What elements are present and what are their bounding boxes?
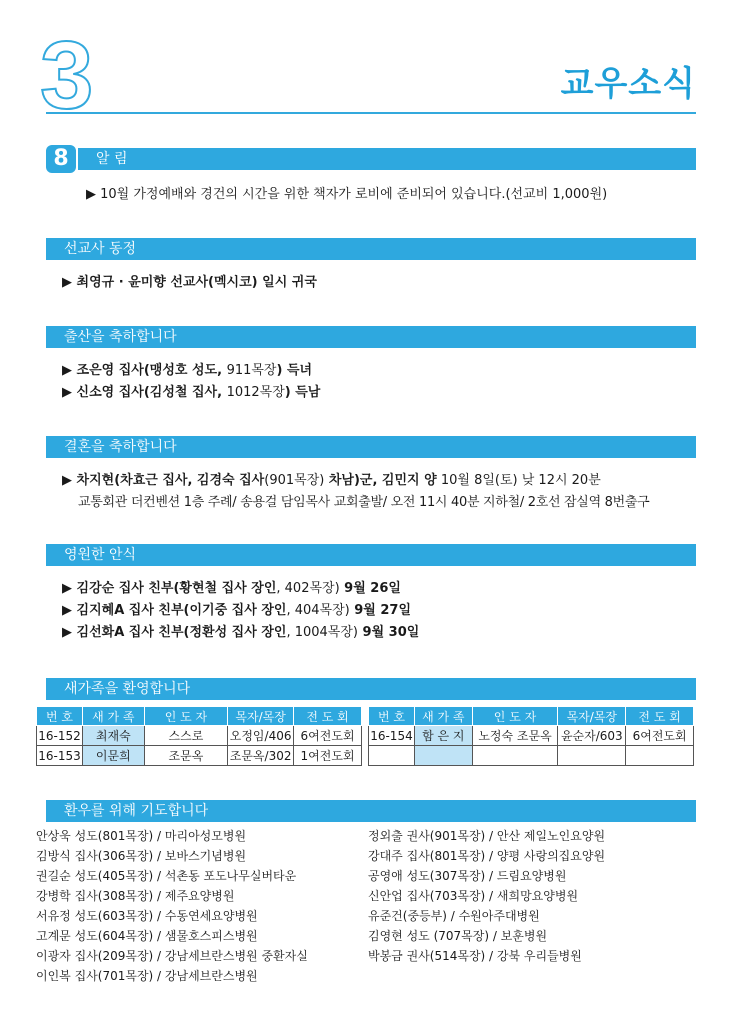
birth-item-name: ▶ 신소영 집사(김성철 집사, [62, 385, 227, 400]
cell-shepherd: 윤순자/603 [558, 726, 626, 746]
cell-guide: 스스로 [144, 726, 227, 746]
notice-heading: 알 림 [78, 148, 696, 170]
table-header-row [37, 707, 362, 726]
missionary-item [62, 274, 317, 292]
condolence-group: , 402목장) [276, 581, 340, 596]
condolence-name: ▶ 김강순 집사 친부(황현철 집사 장인 [62, 581, 277, 596]
table-row [369, 726, 694, 746]
col-header: 전 도 회 [626, 707, 694, 726]
list-item: 유준건(중등부) / 수원아주대병원 [368, 909, 540, 923]
section-badge: 8 [46, 145, 76, 173]
patients-list-right [368, 826, 605, 966]
patients-list-left [36, 826, 308, 986]
condolence-date: 9월 26일 [339, 581, 401, 596]
birth-item-result: ) 득남 [284, 385, 321, 400]
notice-text: ▶ 10월 가정예배와 경건의 시간을 위한 책자가 로비에 준비되어 있습니다.(선교비 1,000원) [86, 187, 608, 202]
condolence-item [62, 602, 411, 620]
col-header: 인 도 자 [472, 707, 558, 726]
wedding-detail: 교통회관 더컨벤션 1층 주례/ 송용걸 담임목사 교회출발/ 오전 11시 40분 지하철/ 2호선 잠실역 8번출구 [78, 495, 650, 510]
list-item: 이광자 집사(209목장) / 강남세브란스병원 중환자실 [36, 949, 308, 963]
cell-society: 6여전도회 [294, 726, 362, 746]
list-item: 이인복 집사(701목장) / 강남세브란스병원 [36, 969, 258, 983]
list-item: 고계문 성도(604목장) / 샘물호스피스병원 [36, 929, 258, 943]
list-item: 강대주 집사(801목장) / 양평 사랑의집요양원 [368, 849, 606, 863]
col-header: 새 가 족 [414, 707, 472, 726]
table-header-row [369, 707, 694, 726]
missionary-heading: 선교사 동정 [46, 238, 696, 260]
cell-number: 16-152 [37, 726, 83, 746]
list-item: 박봉금 권사(514목장) / 강북 우리들병원 [368, 949, 582, 963]
newcomers-table-left [36, 706, 362, 766]
col-header: 목자/목장 [228, 707, 294, 726]
list-item: 권길순 성도(405목장) / 석촌동 포도나무실버타운 [36, 869, 297, 883]
birth-item-group: 1012목장 [226, 385, 285, 400]
cell-number: 16-153 [37, 746, 83, 766]
col-header: 목자/목장 [558, 707, 626, 726]
cell-newcomer: 최재숙 [82, 726, 144, 746]
list-item: 신안업 집사(703목장) / 새희망요양병원 [368, 889, 579, 903]
cell-society [626, 746, 694, 766]
cell-newcomer [414, 746, 472, 766]
condolence-date: 9월 27일 [349, 603, 412, 618]
condolence-group: , 404목장) [286, 603, 350, 618]
col-header: 새 가 족 [82, 707, 144, 726]
condolence-heading: 영원한 안식 [46, 544, 696, 566]
missionary-item-text: ▶ 최영규 · 윤미향 선교사(멕시코) 일시 귀국 [62, 275, 317, 290]
header-rule [46, 112, 696, 114]
condolence-group: , 1004목장) [286, 625, 358, 640]
wedding-names: ▶ 차지현(차효근 집사, 김경숙 집사 [62, 473, 265, 488]
birth-item-name: ▶ 조은영 집사(맹성호 성도, [62, 363, 227, 378]
cell-shepherd: 오정임/406 [228, 726, 294, 746]
list-item: 김방식 집사(306목장) / 보바스기념병원 [36, 849, 247, 863]
wedding-item [62, 472, 601, 490]
wedding-couple: 차남)군, 김민지 양 [324, 473, 437, 488]
birth-heading: 출산을 축하합니다 [46, 326, 696, 348]
table-row [369, 746, 694, 766]
wedding-group: (901목장) [264, 473, 325, 488]
condolence-name: ▶ 김지혜A 집사 친부(이기중 집사 장인 [62, 603, 287, 618]
cell-society: 1여전도회 [294, 746, 362, 766]
cell-shepherd [558, 746, 626, 766]
list-item: 안상욱 성도(801목장) / 마리아성모병원 [36, 829, 247, 843]
wedding-heading: 결혼을 축하합니다 [46, 436, 696, 458]
list-item: 강병학 집사(308목장) / 제주요양병원 [36, 889, 235, 903]
patients-heading: 환우를 위해 기도합니다 [46, 800, 696, 822]
wedding-date: 10월 8일(토) 낮 12시 20분 [436, 473, 601, 488]
cell-newcomer: 함 은 지 [414, 726, 472, 746]
list-item: 김영현 성도 (707목장) / 보훈병원 [368, 929, 548, 943]
page-number: 3 [40, 22, 94, 129]
condolence-name: ▶ 김선화A 집사 친부(정환성 집사 장인 [62, 625, 287, 640]
col-header: 번 호 [369, 707, 415, 726]
condolence-date: 9월 30일 [358, 625, 420, 640]
cell-guide: 조문옥 [144, 746, 227, 766]
cell-guide: 노정숙 조문옥 [472, 726, 558, 746]
page-title: 교우소식 [560, 64, 696, 104]
col-header: 인 도 자 [144, 707, 227, 726]
birth-item [62, 384, 320, 402]
birth-item-group: 911목장 [226, 363, 277, 378]
list-item: 공영애 성도(307목장) / 드림요양병원 [368, 869, 567, 883]
list-item: 정외출 권사(901목장) / 안산 제일노인요양원 [368, 829, 606, 843]
birth-item [62, 362, 312, 380]
birth-item-result: ) 득녀 [276, 363, 313, 378]
condolence-item [62, 580, 401, 598]
newcomers-heading: 새가족을 환영합니다 [46, 678, 696, 700]
col-header: 번 호 [37, 707, 83, 726]
newcomers-table-right [368, 706, 694, 766]
cell-number: 16-154 [369, 726, 415, 746]
condolence-item [62, 624, 419, 642]
cell-number [369, 746, 415, 766]
table-row [37, 726, 362, 746]
col-header: 전 도 회 [294, 707, 362, 726]
cell-guide [472, 746, 558, 766]
list-item: 서유정 성도(603목장) / 수동연세요양병원 [36, 909, 258, 923]
cell-newcomer: 이문희 [82, 746, 144, 766]
table-row [37, 746, 362, 766]
cell-society: 6여전도회 [626, 726, 694, 746]
cell-shepherd: 조문옥/302 [228, 746, 294, 766]
